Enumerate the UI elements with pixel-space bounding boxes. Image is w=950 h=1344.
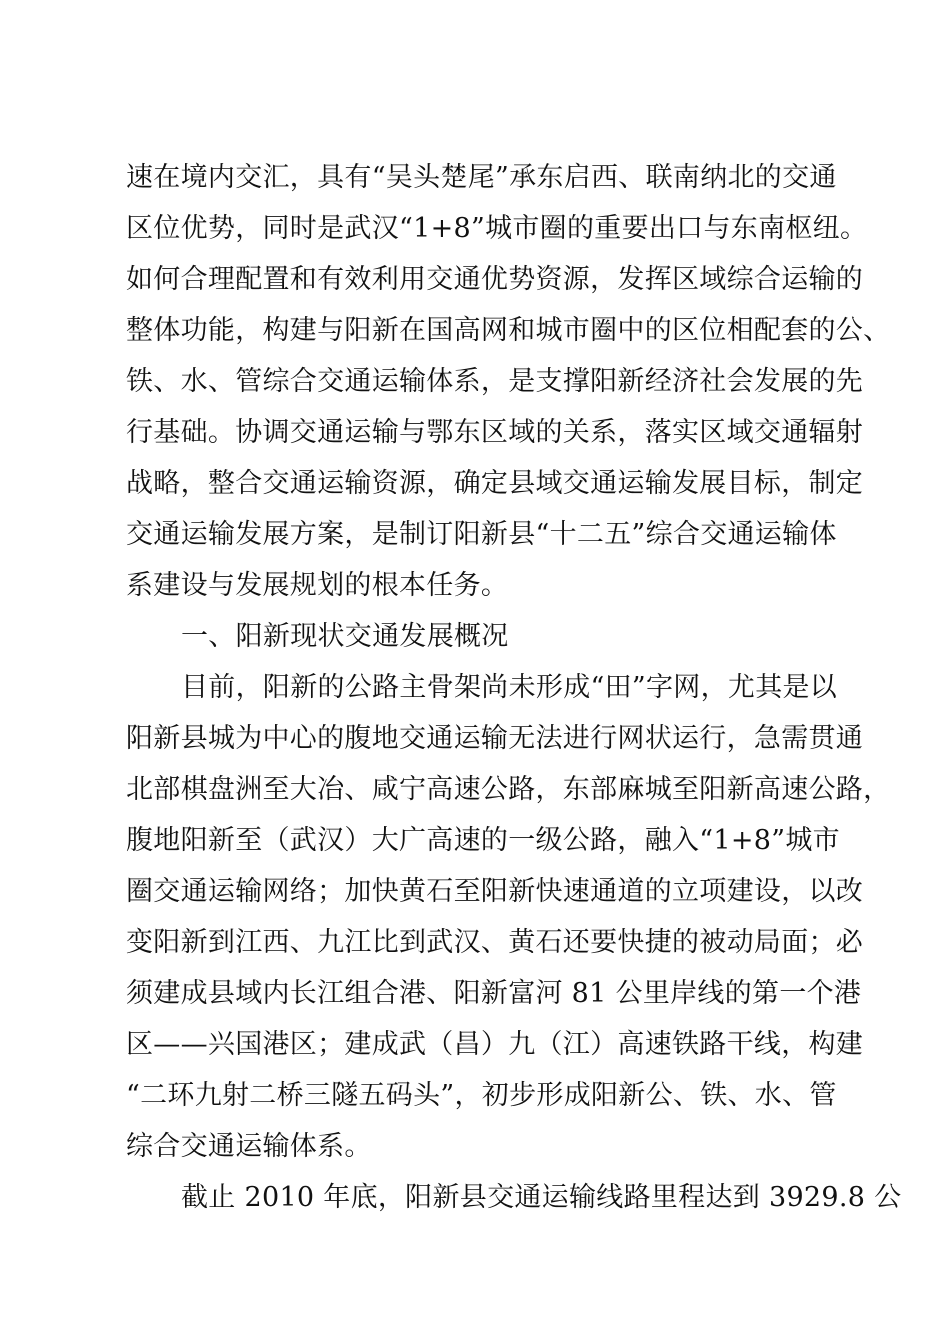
paragraph-current-line-9: “二环九射二桥三隧五码头”，初步形成阳新公、铁、水、管	[126, 1080, 837, 1111]
section-heading: 一、阳新现状交通发展概况	[181, 621, 509, 652]
paragraph-current-line-8: 区——兴国港区；建成武（昌）九（江）高速铁路干线，构建	[126, 1029, 864, 1060]
paragraph-intro-line-9: 系建设与发展规划的根本任务。	[126, 570, 509, 601]
paragraph-current-line-3: 北部棋盘洲至大冶、咸宁高速公路，东部麻城至阳新高速公路，	[126, 774, 891, 805]
paragraph-intro-line-3: 如何合理配置和有效利用交通优势资源，发挥区域综合运输的	[126, 264, 864, 295]
paragraph-current-line-7: 须建成县域内长江组合港、阳新富河 81 公里岸线的第一个港	[126, 978, 862, 1009]
paragraph-current-line-5: 圈交通运输网络；加快黄石至阳新快速通道的立项建设，以改	[126, 876, 864, 907]
paragraph-current-line-6: 变阳新到江西、九江比到武汉、黄石还要快捷的被动局面；必	[126, 927, 864, 958]
paragraph-intro-line-4: 整体功能，构建与阳新在国高网和城市圈中的区位相配套的公、	[126, 315, 891, 346]
paragraph-stats-line-1: 截止 2010 年底，阳新县交通运输线路里程达到 3929.8 公	[181, 1182, 902, 1213]
paragraph-current-line-1: 目前，阳新的公路主骨架尚未形成“田”字网，尤其是以	[181, 672, 838, 703]
paragraph-current-line-4: 腹地阳新至（武汉）大广高速的一级公路，融入“1+8”城市	[126, 825, 840, 856]
paragraph-intro-line-6: 行基础。协调交通运输与鄂东区域的关系，落实区域交通辐射	[126, 417, 864, 448]
paragraph-intro-line-1: 速在境内交汇，具有“吴头楚尾”承东启西、联南纳北的交通	[126, 162, 837, 193]
paragraph-current-line-10: 综合交通运输体系。	[126, 1131, 372, 1162]
paragraph-current-line-2: 阳新县城为中心的腹地交通运输无法进行网状运行，急需贯通	[126, 723, 864, 754]
paragraph-intro-line-2: 区位优势，同时是武汉“1+8”城市圈的重要出口与东南枢纽。	[126, 213, 868, 244]
paragraph-intro-line-8: 交通运输发展方案，是制订阳新县“十二五”综合交通运输体	[126, 519, 837, 550]
paragraph-intro-line-5: 铁、水、管综合交通运输体系，是支撑阳新经济社会发展的先	[126, 366, 864, 397]
paragraph-intro-line-7: 战略，整合交通运输资源，确定县域交通运输发展目标，制定	[126, 468, 864, 499]
